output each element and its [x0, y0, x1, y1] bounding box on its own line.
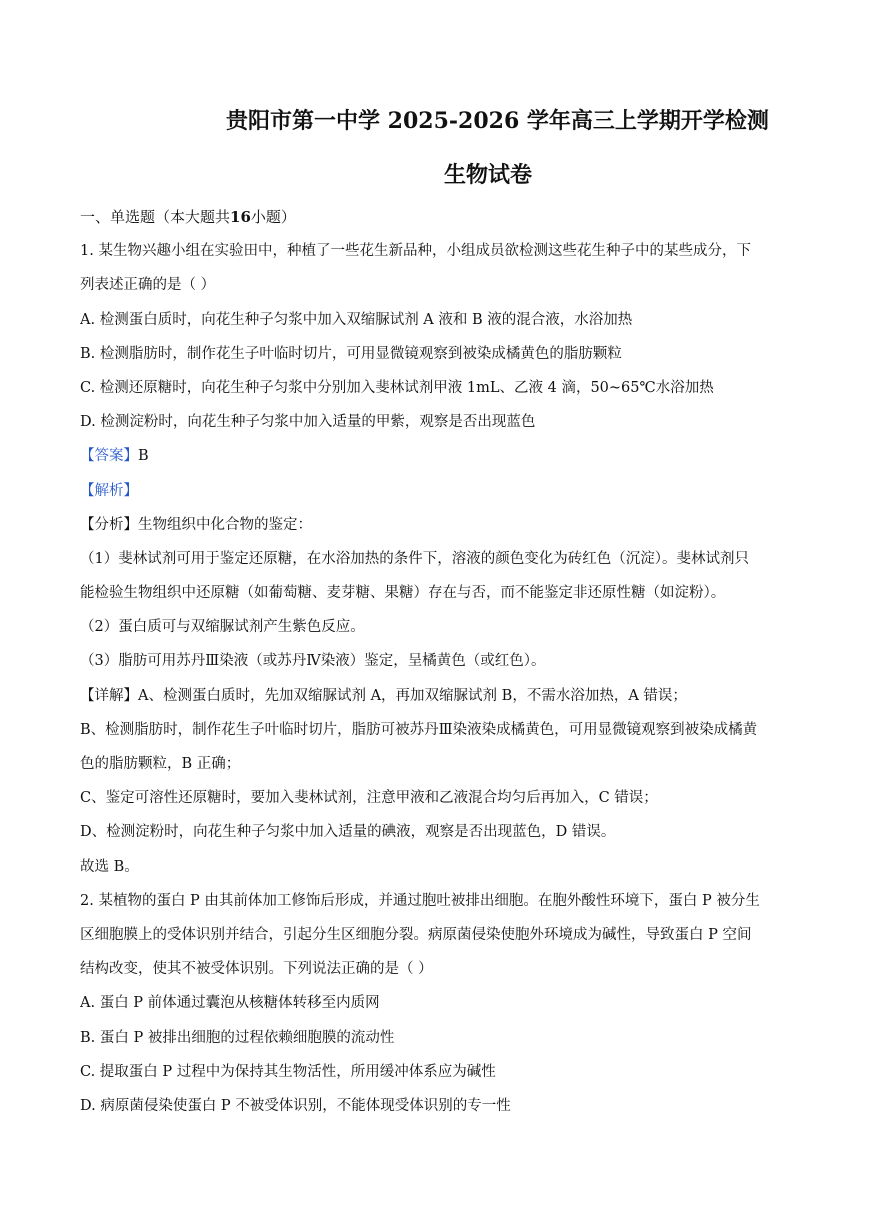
document-body: [80, 200, 792, 1123]
detail-a-text: A、检测蛋白质时，先加双缩脲试剂 A，再加双缩脲试剂 B，不需水浴加热，A 错误；: [138, 687, 687, 704]
page-subtitle: 生物试卷: [444, 162, 533, 188]
q2-option-c: C. 提取蛋白 P 过程中为保持其生物活性，所用缓冲体系应为碱性: [80, 1063, 496, 1080]
section-heading-suffix: 小题）: [250, 208, 296, 226]
q2-stem-line-2: 区细胞膜上的受体识别并结合，引起分生区细胞分裂。病原菌侵染使胞外环境成为碱性，导致蛋白 P 空间: [80, 926, 752, 943]
q1-conclusion: 故选 B。: [80, 858, 139, 875]
q1-option-a: A. 检测蛋白质时，向花生种子匀浆中加入双缩脲试剂 A 液和 B 液的混合液，水浴加热: [80, 311, 633, 328]
q1-point-1-line-2: 能检验生物组织中还原糖（如葡萄糖、麦芽糖、果糖）存在与否，而不能鉴定非还原性糖（如淀粉）。: [80, 585, 726, 602]
q1-detail-c: C、鉴定可溶性还原糖时，要加入斐林试剂，注意甲液和乙液混合均匀后再加入，C 错误；: [80, 790, 658, 807]
q1-point-1-line-1: （1）斐林试剂可用于鉴定还原糖，在水浴加热的条件下，溶液的颜色变化为砖红色（沉淀）。斐林试剂只: [80, 550, 749, 567]
section-question-count: 16: [230, 208, 251, 226]
q1-point-2: （2）蛋白质可与双缩脲试剂产生紫色反应。: [80, 619, 365, 636]
q1-stem-line-2: 列表述正确的是（ ）: [80, 277, 216, 294]
q1-analysis-heading: [80, 474, 792, 508]
q1-answer: [80, 439, 792, 473]
q2-option-a: A. 蛋白 P 前体通过囊泡从核糖体转移至内质网: [80, 995, 380, 1012]
q1-detail-d: D、检测淀粉时，向花生种子匀浆中加入适量的碘液，观察是否出现蓝色，D 错误。: [80, 824, 616, 841]
section-heading-prefix: 一、单选题（本大题共: [80, 208, 231, 226]
answer-value: B: [138, 448, 149, 465]
answer-tag: 【答案】: [80, 448, 138, 465]
fenxi-text: 生物组织中化合物的鉴定：: [138, 516, 312, 533]
q1-option-c: C. 检测还原糖时，向花生种子匀浆中分别加入斐林试剂甲液 1mL、乙液 4 滴，50~65℃水浴加热: [80, 379, 714, 396]
xiangjie-tag: 【详解】: [80, 687, 138, 704]
q1-detail-b-line-1: B、检测脂肪时，制作花生子叶临时切片，脂肪可被苏丹Ⅲ染液染成橘黄色，可用显微镜观察到被染成橘黄: [80, 721, 758, 738]
q1-option-b: B. 检测脂肪时，制作花生子叶临时切片，可用显微镜观察到被染成橘黄色的脂肪颗粒: [80, 345, 622, 362]
section-heading: [80, 200, 792, 234]
q1-stem-line-1: 1. 某生物兴趣小组在实验田中，种植了一些花生新品种，小组成员欲检测这些花生种子中的某些成分，下: [80, 243, 751, 260]
page-title: 贵阳市第一中学 2025-2026 学年高三上学期开学检测: [226, 108, 769, 134]
q1-detail-a: [80, 679, 792, 713]
fenxi-tag: 【分析】: [80, 516, 138, 533]
q1-fenxi: [80, 508, 792, 542]
q1-detail-b-line-2: 色的脂肪颗粒，B 正确；: [80, 756, 241, 772]
q2-stem-line-3: 结构改变，使其不被受体识别。下列说法正确的是（ ）: [80, 961, 433, 978]
q1-option-d: D. 检测淀粉时，向花生种子匀浆中加入适量的甲紫，观察是否出现蓝色: [80, 414, 536, 431]
q2-stem-line-1: 2. 某植物的蛋白 P 由其前体加工修饰后形成，并通过胞吐被排出细胞。在胞外酸性环境下，蛋白 P 被分生: [80, 892, 760, 909]
q2-option-d: D. 病原菌侵染使蛋白 P 不被受体识别，不能体现受体识别的专一性: [80, 1097, 511, 1114]
q2-option-b: B. 蛋白 P 被排出细胞的过程依赖细胞膜的流动性: [80, 1029, 395, 1046]
analysis-tag: 【解析】: [80, 482, 138, 499]
q1-point-3: （3）脂肪可用苏丹Ⅲ染液（或苏丹Ⅳ染液）鉴定，呈橘黄色（或红色）。: [80, 653, 546, 670]
